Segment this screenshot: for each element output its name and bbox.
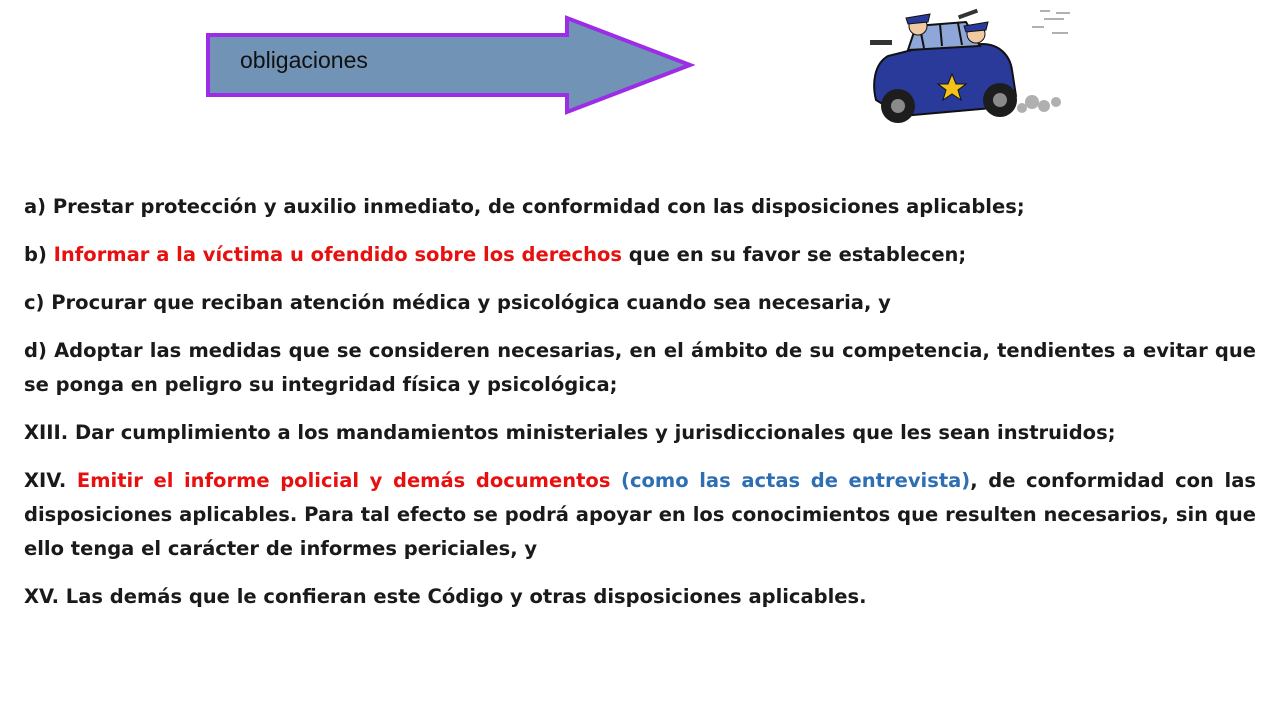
list-item-d: d) Adoptar las medidas que se consideren necesarias, en el ámbito de su competencia, tendientes a evitar que se ponga en peligro su integridad física y psicológica; <box>24 339 1256 396</box>
list-item-xiii: XIII. Dar cumplimiento a los mandamientos ministeriales y jurisdiccionales que les sean instruidos; <box>24 421 1116 444</box>
item-xiv-prefix: XIV. <box>24 469 77 492</box>
item-b-highlight: Informar a la víctima u ofendido sobre los derechos <box>53 243 622 266</box>
item-xiv-highlight: Emitir el informe policial y demás documentos <box>76 469 611 492</box>
item-xiv-space <box>610 469 621 492</box>
list-item-a: a) Prestar protección y auxilio inmediato, de conformidad con las disposiciones aplicables; <box>24 195 1025 218</box>
police-car-icon <box>862 4 1082 128</box>
arrow-label: obligaciones <box>240 47 368 73</box>
list-item-c: c) Procurar que reciban atención médica y psicológica cuando sea necesaria, y <box>24 291 891 314</box>
item-b-suffix: que en su favor se establecen; <box>621 243 967 266</box>
item-xiv-suffix: , de conformidad con las disposiciones aplicables. Para tal efecto se podrá apoyar en los conocimientos que resulten necesarios, sin que ello tenga el carácter de informes periciales, y <box>24 469 1256 560</box>
list-item-b <box>24 238 1256 272</box>
item-xiv-note: (como las actas de entrevista) <box>621 469 971 492</box>
obligations-list <box>24 190 1256 628</box>
item-b-prefix: b) <box>24 243 54 266</box>
list-item-xv: XV. Las demás que le confieran este Código y otras disposiciones aplicables. <box>24 585 867 608</box>
list-item-xiv <box>24 464 1256 566</box>
